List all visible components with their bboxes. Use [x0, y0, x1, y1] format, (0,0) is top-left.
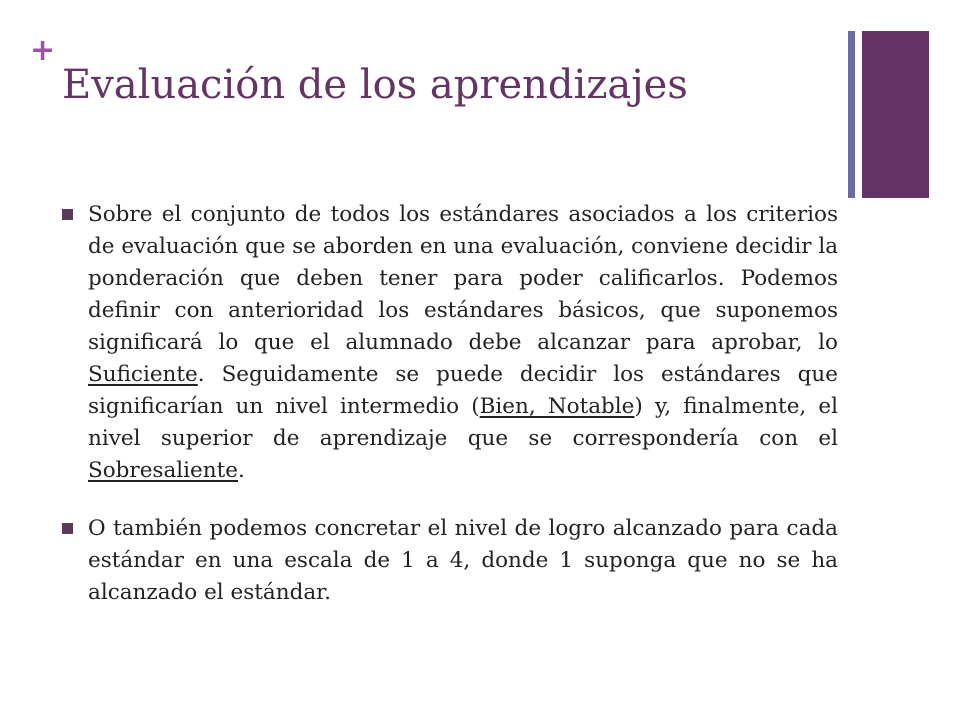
term-bien-notable: Bien, Notable — [479, 394, 635, 419]
term-suficiente: Suficiente — [88, 362, 198, 387]
bullet-text-part: . Seguidamente se puede decidir los estándares que significarían un nivel intermedio ( — [88, 362, 838, 419]
bullet-text-part: . — [237, 458, 245, 483]
decorative-bar-thick — [862, 31, 929, 198]
bullet-square-icon — [62, 523, 73, 534]
bullet-square-icon — [62, 209, 73, 220]
slide-title: Evaluación de los aprendizajes — [62, 62, 688, 108]
bullet-list — [62, 199, 838, 609]
bullet-text-part: ) y, finalmente, el nivel superior de aprendizaje que se correspondería con el — [88, 394, 839, 451]
decorative-bar-thin — [848, 31, 855, 198]
bullet-item-ponderacion — [62, 199, 838, 487]
bullet-text-part: Sobre el conjunto de todos los estándares asociados a los criterios de evaluación que se aborden en una evaluación, conviene decidir la ponderación que deben tener para poder calificarlos. Podemos definir con anterioridad los estándares básicos, que suponemos significará lo que el alumnado debe alcanzar para aprobar, lo — [88, 202, 839, 355]
bullet-item-escala — [62, 513, 838, 609]
term-sobresaliente: Sobresaliente — [88, 458, 238, 483]
bullet-text-part: O también podemos concretar el nivel de logro alcanzado para cada estándar en una escala de 1 a 4, donde 1 suponga que no se ha alcanzado el estándar. — [88, 516, 838, 605]
plus-icon: + — [30, 33, 56, 68]
